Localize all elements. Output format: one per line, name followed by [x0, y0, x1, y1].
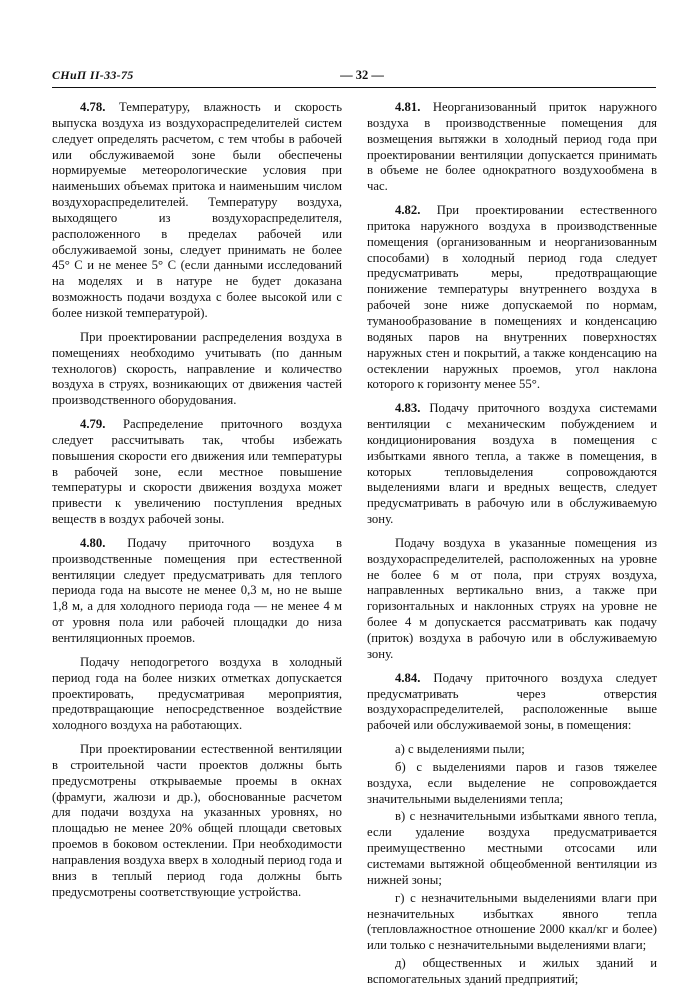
paragraph-4-83 [367, 401, 657, 528]
paragraph-4-80 [52, 536, 342, 647]
clause-number: 4.83. [395, 401, 421, 416]
list-item: г) с незначительными выделениями влаги при незначительных избытках явного тепла (тепловлажностное отношение 2000 ккал/кг и более) или только с незначительными выделениями влаги; [367, 890, 657, 953]
paragraph-4-81 [367, 100, 657, 195]
paragraph-text: Подачу приточного воздуха следует предусматривать через отверстия воздухораспределителей, расположенные выше рабочей или обслуживаемой зоны, в помещения: [367, 670, 657, 733]
paragraph-text: При проектировании естественного притока наружного воздуха в производственные помещения (организованным и неорганизованным способами) в холодный период года следует предусматривать меры, предотвращающие понижение температуры внутреннего воздуха в рабочей зоне ниже допускаемой по нормам, туманообразование в помещениях и конденсацию водяных паров на внутренних поверхностях наружных стен и покрытий, а также конденсацию на остеклении наружных проемов, угол наклона которого к горизонту менее 55°. [367, 203, 657, 392]
left-column [52, 100, 342, 909]
clause-number: 4.78. [80, 100, 106, 114]
paragraph-4-78 [52, 100, 342, 322]
paragraph-text: Подачу приточного воздуха системами вентиляции с механическим побуждением и кондиционирования воздуха в помещения с избытками явного тепла, а также в помещения, в которых тепловыделения сопровождаются выделениями влаги и вредных веществ, следует предусматривать в рабочую или в обслуживаемую зону. [367, 401, 657, 527]
paragraph-text: Распределение приточного воздуха следует рассчитывать так, чтобы избежать повышения скорости его движения или температуры в рабочей зоне, если местное повышение температуры и скорости движения воздуха может привести к увеличению поступления вредных веществ в воздух рабочей зоны. [52, 417, 342, 527]
paragraph [367, 536, 657, 663]
paragraph [52, 742, 342, 900]
clause-number: 4.84. [395, 670, 421, 685]
paragraph-text: Подачу воздуха в указанные помещения из воздухораспределителей, расположенных на уровне не более 6 м от пола, при струях воздуха, направленных вертикально вниз, а также при горизонтальных и наклонных струях на уровне не более 4 м допускается рассматривать как подачу (приток) воздуха в рабочую или в обслуживаемую зону. [367, 535, 657, 661]
paragraph-text: Неорганизованный приток наружного воздуха в производственные помещения для возмещения вытяжки в холодный период года при проектировании вентиляции допускается принимать в объеме не более однократного воздухообмена в час. [367, 100, 657, 194]
paragraph-text: При проектировании естественной вентиляции в строительной части проектов должны быть предусмотрены открываемые проемы в окнах (фрамуги, жалюзи и др.), обоснованные расчетом для подачи воздуха на указанных уровнях, но площадью не менее 20% общей площади световых проемов в боковом остеклении. При необходимости направления воздуха вверх в холодный период года и вниз в теплый период года должны быть предусмотрены соответствующие устройства. [52, 742, 342, 899]
header-rule [52, 87, 656, 88]
list-item: в) с незначительными избытками явного тепла, если удаление воздуха предусматривается преимущественно местными отсосами или системами вытяжной общеобменной вентиляции из нижней зоны; [367, 809, 657, 887]
paragraph-4-79 [52, 417, 342, 528]
right-column [367, 100, 657, 988]
paragraph-text: Подачу неподогретого воздуха в холодный период года на более низких отметках допускается проектировать, предусматривая мероприятия, предотвращающие непосредственное воздействие холодного воздуха на работающих. [52, 654, 342, 733]
paragraph [52, 330, 342, 409]
paragraph [52, 655, 342, 734]
clause-number: 4.82. [395, 203, 421, 218]
page-number: — 32 — [340, 68, 384, 82]
paragraph-text: При проектировании распределения воздуха в помещениях необходимо учитывать (по данным технологов) скорость, направление и количество воздуха в струях, возникающих от движения частей производственного оборудования. [52, 329, 342, 408]
list-item: б) с выделениями паров и газов тяжелее воздуха, если выделение не сопровождается значительными выделениями тепла; [367, 759, 657, 806]
clause-number: 4.79. [80, 417, 106, 432]
page-header [52, 68, 652, 86]
document-code: СНиП II-33-75 [52, 68, 134, 82]
paragraph-4-82 [367, 203, 657, 393]
paragraph-4-84 [367, 671, 657, 734]
paragraph-text: Температуру, влажность и скорость выпуска воздуха из воздухораспределителей систем следует определять расчетом, с тем чтобы в рабочей или обслуживаемой зоне были обеспечены нормируемые метеорологические условия при наименьших объемах притока и наименьшим числом воздухораспределителей. Температуру воздуха, выходящего из воздухораспределителя, расположенного в пределах рабочей или обслуживаемой зоны, следует принимать не более 45° С и не менее 5° С (если данными исследований на моделях и в натуре не будет доказана возможность подачи воздуха с более высокой или с более низкой температурой). [52, 100, 342, 320]
paragraph-text: Подачу приточного воздуха в производственные помещения при естественной вентиляции следует предусматривать для теплого периода года на высоте не менее 0,3 м, но не выше 1,8 м, а для холодного периода года — не менее 4 м от уровня пола или рабочей площадки до низа вентиляционных проемов. [52, 535, 342, 645]
clause-number: 4.81. [395, 100, 421, 114]
list-item: а) с выделениями пыли; [395, 742, 525, 757]
list-item: д) общественных и жилых зданий и вспомогательных зданий предприятий; [367, 956, 657, 986]
clause-number: 4.80. [80, 535, 106, 550]
